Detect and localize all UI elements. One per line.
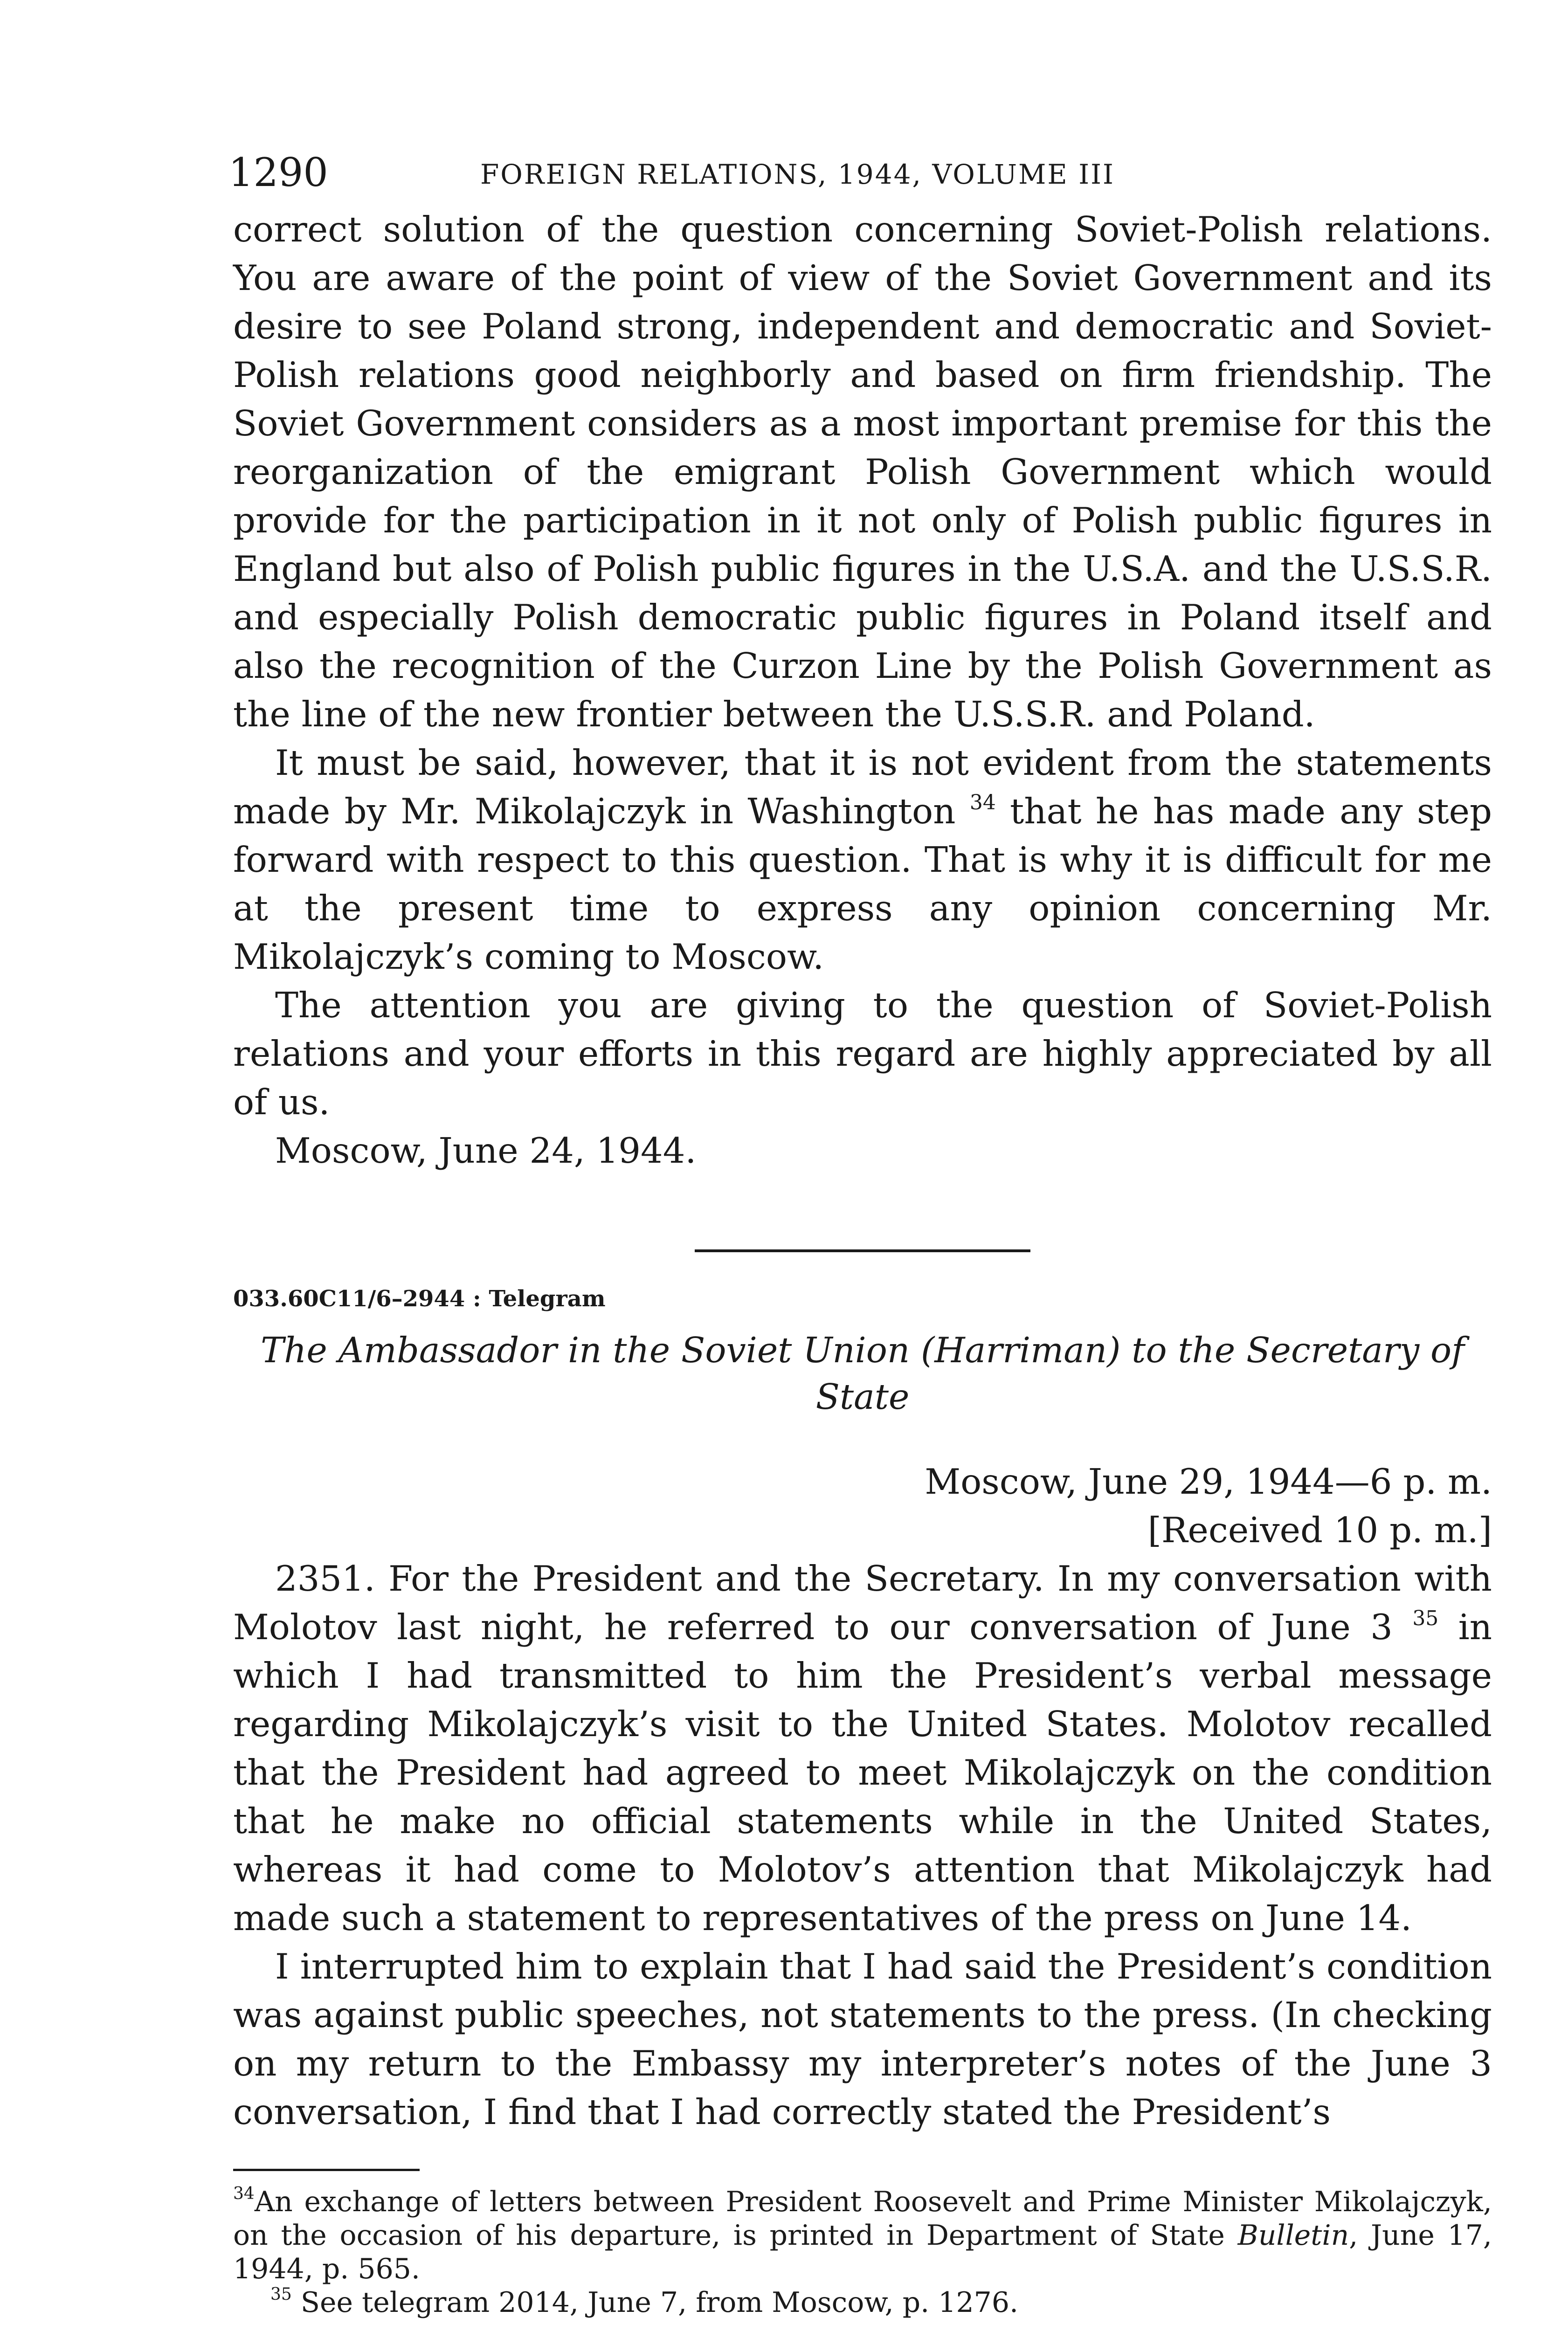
paragraph: I interrupted him to explain that I had said the President’s condition was against public speeches, not statements to the press. (In checking on my return to the Embassy my interpreter’s notes of the June 3 conversation, I find that I had correctly stated the President’s [233, 1946, 1492, 2132]
paragraph [233, 1554, 1492, 1942]
footnote [233, 2185, 1492, 2286]
document-title: The Ambassador in the Soviet Union (Harriman) to the Secretary of State [261, 1330, 1464, 1417]
document-page [228, 149, 1492, 2319]
footnote-text: , June 17, 1944, p. 565. [233, 2219, 1492, 2285]
received-note: [Received 10 p. m.] [1147, 1510, 1492, 1551]
paragraph [233, 738, 1492, 981]
running-head: FOREIGN RELATIONS, 1944, VOLUME III [480, 159, 1115, 190]
file-number: 033.60C11/6–2944 : Telegram [233, 1286, 606, 1312]
paragraph-text: in which I had transmitted to him the President’s verbal message regarding Mikolajczyk’s visit to the United States. Molotov recalled that the President had agreed to meet Mikolajczyk on the condition that he make no official statements while in the United States, whereas it had come to Molotov’s attention that Mikolajczyk had made such a statement to representatives of the press on June 14. [233, 1607, 1492, 1938]
page-header [228, 149, 1492, 205]
footnote-number: 34 [233, 2184, 255, 2203]
section-divider [695, 1249, 1030, 1252]
paragraph-text: 2351. For the President and the Secretary. In my conversation with Molotov last night, he referred to our conversation of June 3 [233, 1558, 1492, 1648]
page-number: 1290 [228, 150, 328, 195]
paragraph: The attention you are giving to the question of Soviet-Polish relations and your efforts in this regard are highly appreciated by all of us. [233, 985, 1492, 1123]
footnote-italic: Bulletin [1237, 2219, 1349, 2252]
paragraph-text: that he has made any step forward with respect to this question. That is why it is difficult for me at the present time to express any opinion concerning Mr. Mikolajczyk’s coming to Moscow. [233, 791, 1492, 977]
dateline: Moscow, June 29, 1944—6 p. m. [925, 1461, 1492, 1502]
footnote-number: 35 [270, 2285, 292, 2304]
footnote-ref: 34 [969, 791, 996, 814]
paragraph: correct solution of the question concerning Soviet-Polish relations. You are aware of the point of view of the Soviet Government and its desire to see Poland strong, independent and democratic and Soviet-Polish relations good neighborly and based on firm friendship. The Soviet Government considers as a most important premise for this the reorganization of the emigrant Polish Government which would provide for the participation in it not only of Polish public figures in England but also of Polish public figures in the U.S.A. and the U.S.S.R. and especially Polish democratic public figures in Poland itself and also the recognition of the Curzon Line by the Polish Government as the line of the new frontier between the U.S.S.R. and Poland. [233, 209, 1492, 735]
footnote [233, 2286, 1492, 2319]
paragraph-text: It must be said, however, that it is not evident from the statements made by Mr. Mikolajczyk in Washington [233, 742, 1492, 832]
footnote-text: An exchange of letters between President Roosevelt and Prime Minister Mikolajczyk, on the occasion of his departure, is printed in Department of State [233, 2186, 1492, 2252]
footnotes [233, 2185, 1492, 2319]
telegram-body [233, 1554, 1492, 2136]
footnote-text: See telegram 2014, June 7, from Moscow, p. 1276. [300, 2286, 1019, 2319]
footnote-divider [233, 2169, 420, 2171]
footnote-ref: 35 [1412, 1607, 1439, 1630]
continued-letter [233, 205, 1492, 1175]
letter-date: Moscow, June 24, 1944. [275, 1130, 697, 1171]
